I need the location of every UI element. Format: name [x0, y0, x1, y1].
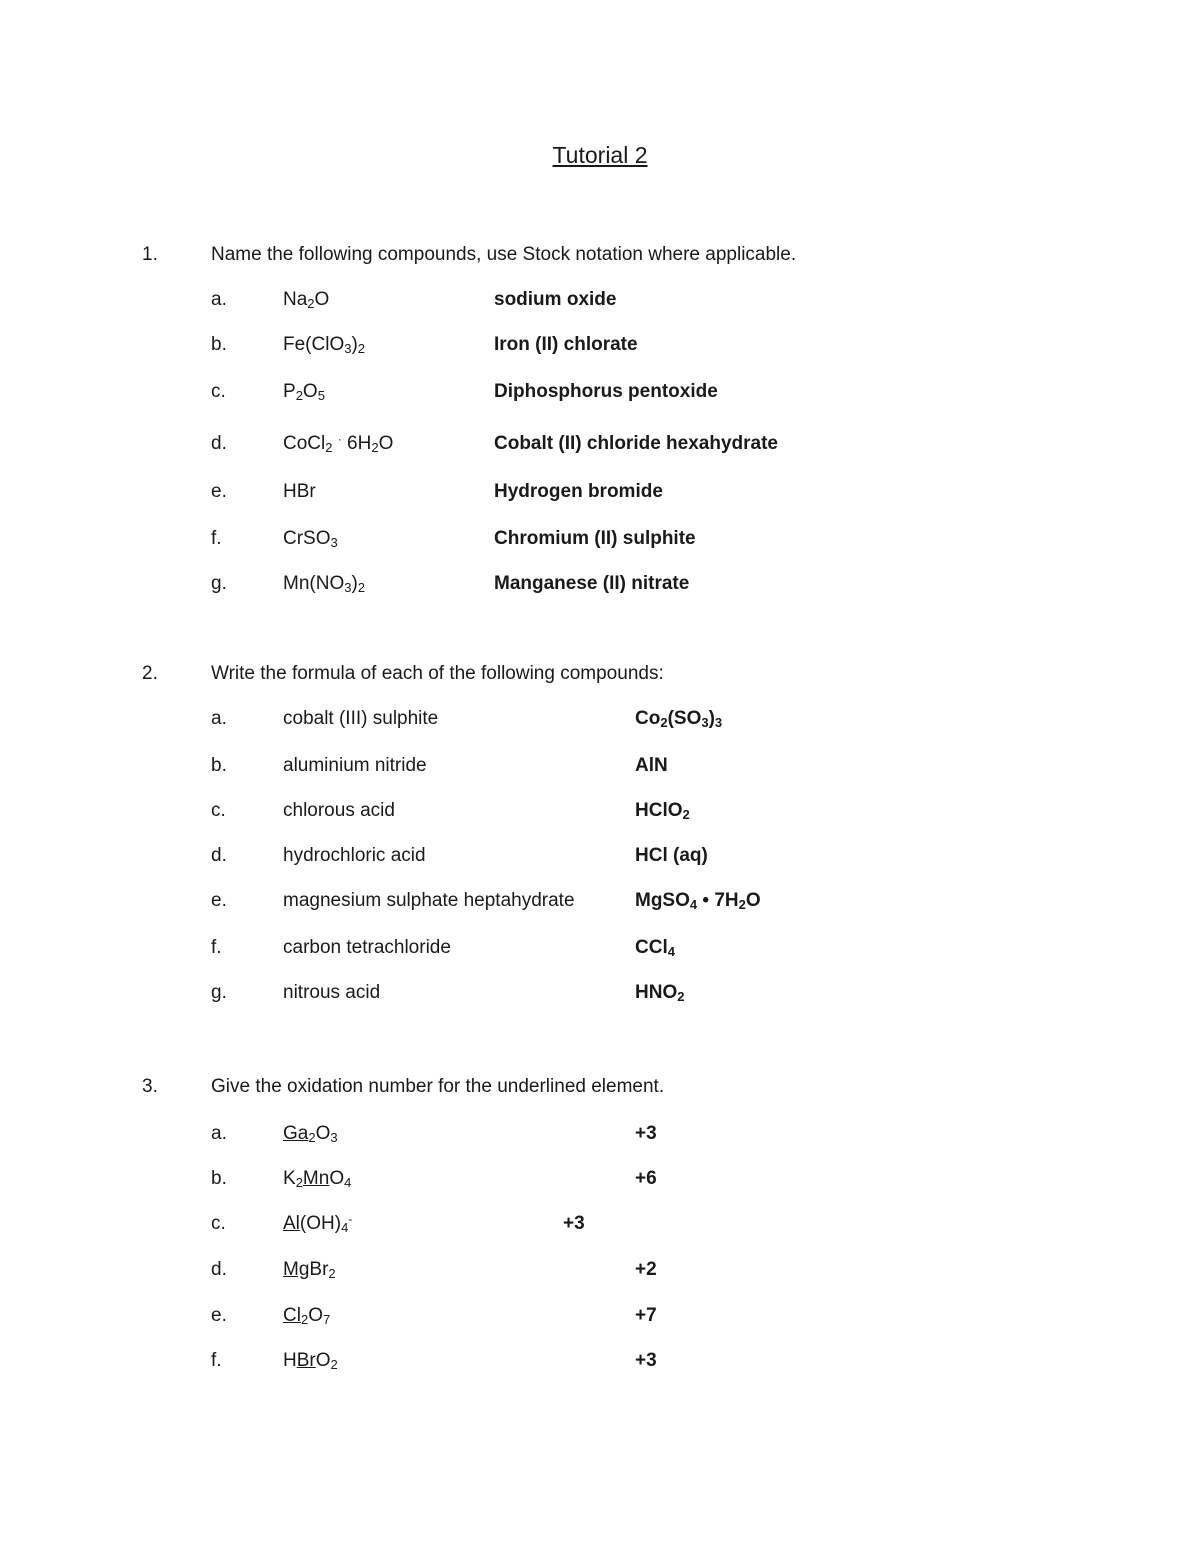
question-3: [0, 1072, 1200, 1102]
answer: sodium oxide: [494, 289, 617, 310]
answer: Diphosphorus pentoxide: [494, 381, 718, 402]
item-letter: e.: [211, 1305, 227, 1326]
formula: HBrO$_2$: [283, 1350, 338, 1372]
item-letter: a.: [211, 1123, 227, 1144]
formula: $Na_2O$: [283, 289, 330, 311]
answer: Hydrogen bromide: [494, 481, 663, 502]
question-text: Give the oxidation number for the underlined element.: [211, 1076, 665, 1097]
answer: Iron (II) chlorate: [494, 334, 638, 355]
answer: AlN: [635, 755, 668, 776]
q2-item-a: [0, 704, 1200, 734]
q2-item-d: [0, 841, 1200, 871]
answer: Cobalt (II) chloride hexahydrate: [494, 433, 778, 454]
compound-name: nitrous acid: [283, 982, 381, 1003]
q2-item-e: [0, 886, 1200, 916]
item-letter: c.: [211, 1213, 226, 1234]
answer: Manganese (II) nitrate: [494, 573, 690, 594]
formula: $Mn(NO_3)_2$: [283, 573, 366, 595]
formula: $Ga_2O_3$: [283, 1123, 338, 1145]
item-letter: d.: [211, 433, 227, 454]
q3-item-a: [0, 1119, 1200, 1149]
formula: MgBr$_2$: [283, 1259, 336, 1281]
answer: +3: [563, 1213, 585, 1234]
answer: +2: [635, 1259, 657, 1280]
formula: $Fe(ClO_3)_2$: [283, 334, 366, 356]
answer: +7: [635, 1305, 657, 1326]
q1-item-g: [0, 569, 1200, 599]
item-letter: f.: [211, 1350, 222, 1371]
q1-item-d: [0, 429, 1200, 459]
item-letter: b.: [211, 755, 227, 776]
answer: CCl$_4$: [635, 937, 675, 959]
formula: HBr: [283, 481, 316, 502]
q3-item-d: [0, 1255, 1200, 1285]
item-letter: f.: [211, 528, 222, 549]
formula: CoCl$_2$ · $6H_2O$: [283, 432, 394, 455]
item-letter: d.: [211, 845, 227, 866]
question-text: Name the following compounds, use Stock notation where applicable.: [211, 244, 797, 265]
q1-item-f: [0, 524, 1200, 554]
q1-item-a: [0, 285, 1200, 315]
answer: $HNO_2$: [635, 982, 685, 1004]
item-letter: c.: [211, 800, 226, 821]
compound-name: cobalt (III) sulphite: [283, 708, 439, 729]
q1-item-b: [0, 330, 1200, 360]
q2-item-g: [0, 978, 1200, 1008]
q3-item-e: [0, 1301, 1200, 1331]
item-letter: b.: [211, 1168, 227, 1189]
item-letter: b.: [211, 334, 227, 355]
compound-name: chlorous acid: [283, 800, 395, 821]
item-letter: c.: [211, 381, 226, 402]
q2-item-b: [0, 751, 1200, 781]
q1-item-c: [0, 377, 1200, 407]
item-letter: e.: [211, 890, 227, 911]
item-letter: g.: [211, 573, 227, 594]
question-text: Write the formula of each of the following compounds:: [211, 663, 664, 684]
item-letter: d.: [211, 1259, 227, 1280]
q3-item-b: [0, 1164, 1200, 1194]
q3-item-f: [0, 1346, 1200, 1376]
question-number: 2.: [142, 663, 158, 684]
formula: $Cl_2O_7$: [283, 1305, 331, 1327]
item-letter: g.: [211, 982, 227, 1003]
q1-item-e: [0, 477, 1200, 507]
item-letter: f.: [211, 937, 222, 958]
question-1: [0, 240, 1200, 270]
compound-name: aluminium nitride: [283, 755, 427, 776]
item-letter: e.: [211, 481, 227, 502]
formula: $P_2O_5$: [283, 381, 325, 403]
formula: $K_2MnO_4$: [283, 1168, 352, 1190]
compound-name: hydrochloric acid: [283, 845, 426, 866]
answer: Chromium (II) sulphite: [494, 528, 696, 549]
q3-item-c: [0, 1209, 1200, 1239]
page-title: Tutorial 2: [552, 142, 648, 168]
answer: +6: [635, 1168, 657, 1189]
q2-item-c: [0, 796, 1200, 826]
answer: MgSO$_4$ • $7H_2O$: [635, 890, 761, 912]
q2-item-f: [0, 933, 1200, 963]
question-2: [0, 659, 1200, 689]
answer: HClO$_2$: [635, 800, 690, 822]
formula: $Al(OH)_4^-$: [283, 1212, 353, 1235]
item-letter: a.: [211, 289, 227, 310]
formula: CrSO$_3$: [283, 528, 338, 550]
answer: HCl (aq): [635, 845, 708, 866]
answer: +3: [635, 1123, 657, 1144]
answer: +3: [635, 1350, 657, 1371]
compound-name: magnesium sulphate heptahydrate: [283, 890, 575, 911]
question-number: 1.: [142, 244, 158, 265]
answer: $Co_2(SO_3)_3$: [635, 708, 723, 730]
question-number: 3.: [142, 1076, 158, 1097]
item-letter: a.: [211, 708, 227, 729]
compound-name: carbon tetrachloride: [283, 937, 451, 958]
